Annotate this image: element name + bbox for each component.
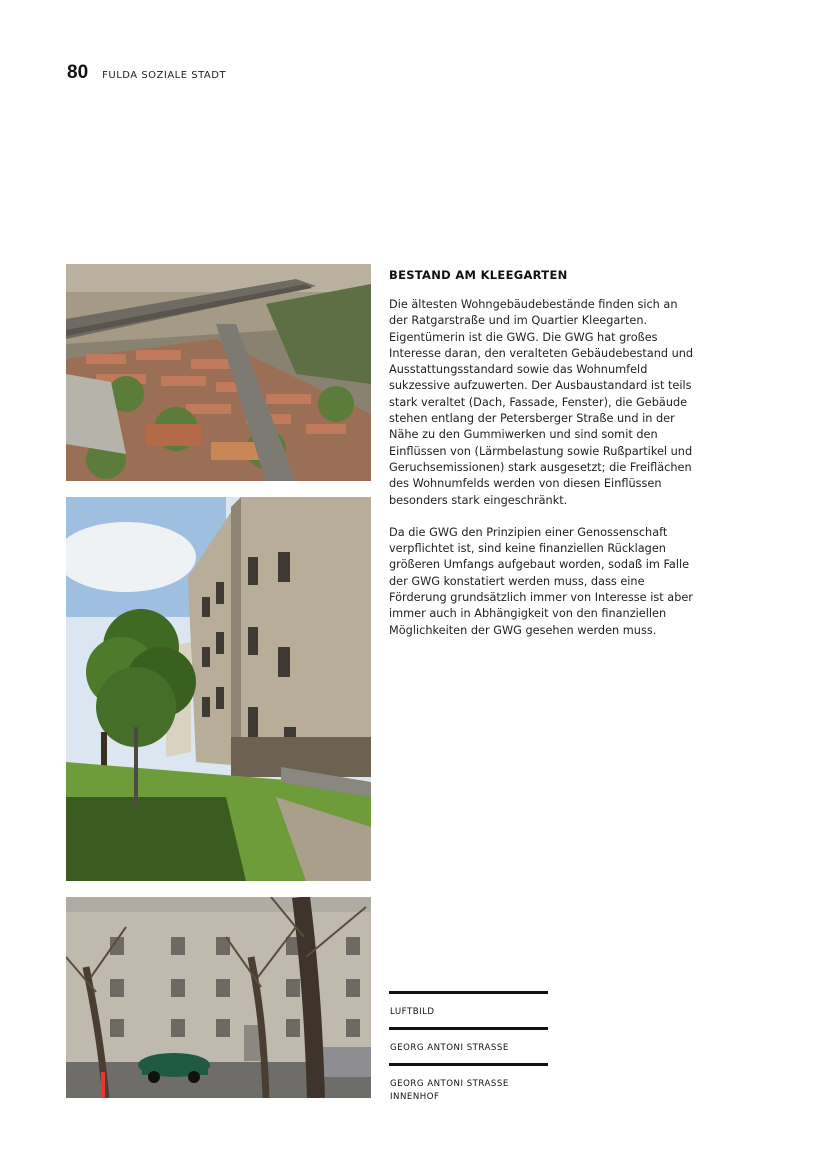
caption-aerial: LUFTBILD — [389, 991, 548, 1027]
article-paragraph: Da die GWG den Prinzipien einer Genossenschaft verpflichtet ist, sind keine finanziellen Rücklagen größeren Umfangs aufgebaut worden, sodaß im Falle der GWG konstatiert werden muss, dass eine Förderung grundsätzlich immer von Interesse ist aber immer auch in Abhängigkeit von den finanziellen Möglichkeiten der GWG gesehen werden muss. — [389, 525, 693, 637]
courtyard-photo — [66, 497, 371, 881]
page-header — [67, 62, 226, 84]
article-heading: BESTAND AM KLEEGARTEN — [389, 268, 568, 282]
aerial-photo — [66, 264, 371, 481]
street-facade-photo — [66, 897, 371, 1098]
article — [389, 268, 699, 655]
page-number: 80 — [67, 62, 89, 83]
running-title: FULDA SOZIALE STADT — [102, 70, 227, 81]
article-paragraph: Die ältesten Wohngebäudebestände finden sich an der Ratgarstraße und im Quartier Kleegarten. Eigentümerin ist die GWG. Die GWG hat großes Interesse daran, den veralteten Gebäudebestand und Ausstattungsstandard sowie das Wohnumfeld sukzessive aufzuwerten. Der Ausbaustandard ist teils stark veraltet (Dach, Fassade, Fenster), die Gebäude stehen entlang der Petersberger Straße und in der Nähe zu den Gummiwerken und sind somit den Einflüssen von (Lärmbelastung sowie Rußpartikel und Geruchsemissionen) stark ausgesetzt; die Freiflächen des Wohnumfelds werden von diesen Einflüssen besonders stark eingeschränkt. — [389, 298, 694, 507]
caption-street: GEORG ANTONI STRASSE — [389, 1027, 548, 1063]
photo-captions — [389, 991, 548, 1112]
caption-courtyard: GEORG ANTONI STRASSE INNENHOF — [389, 1063, 548, 1112]
